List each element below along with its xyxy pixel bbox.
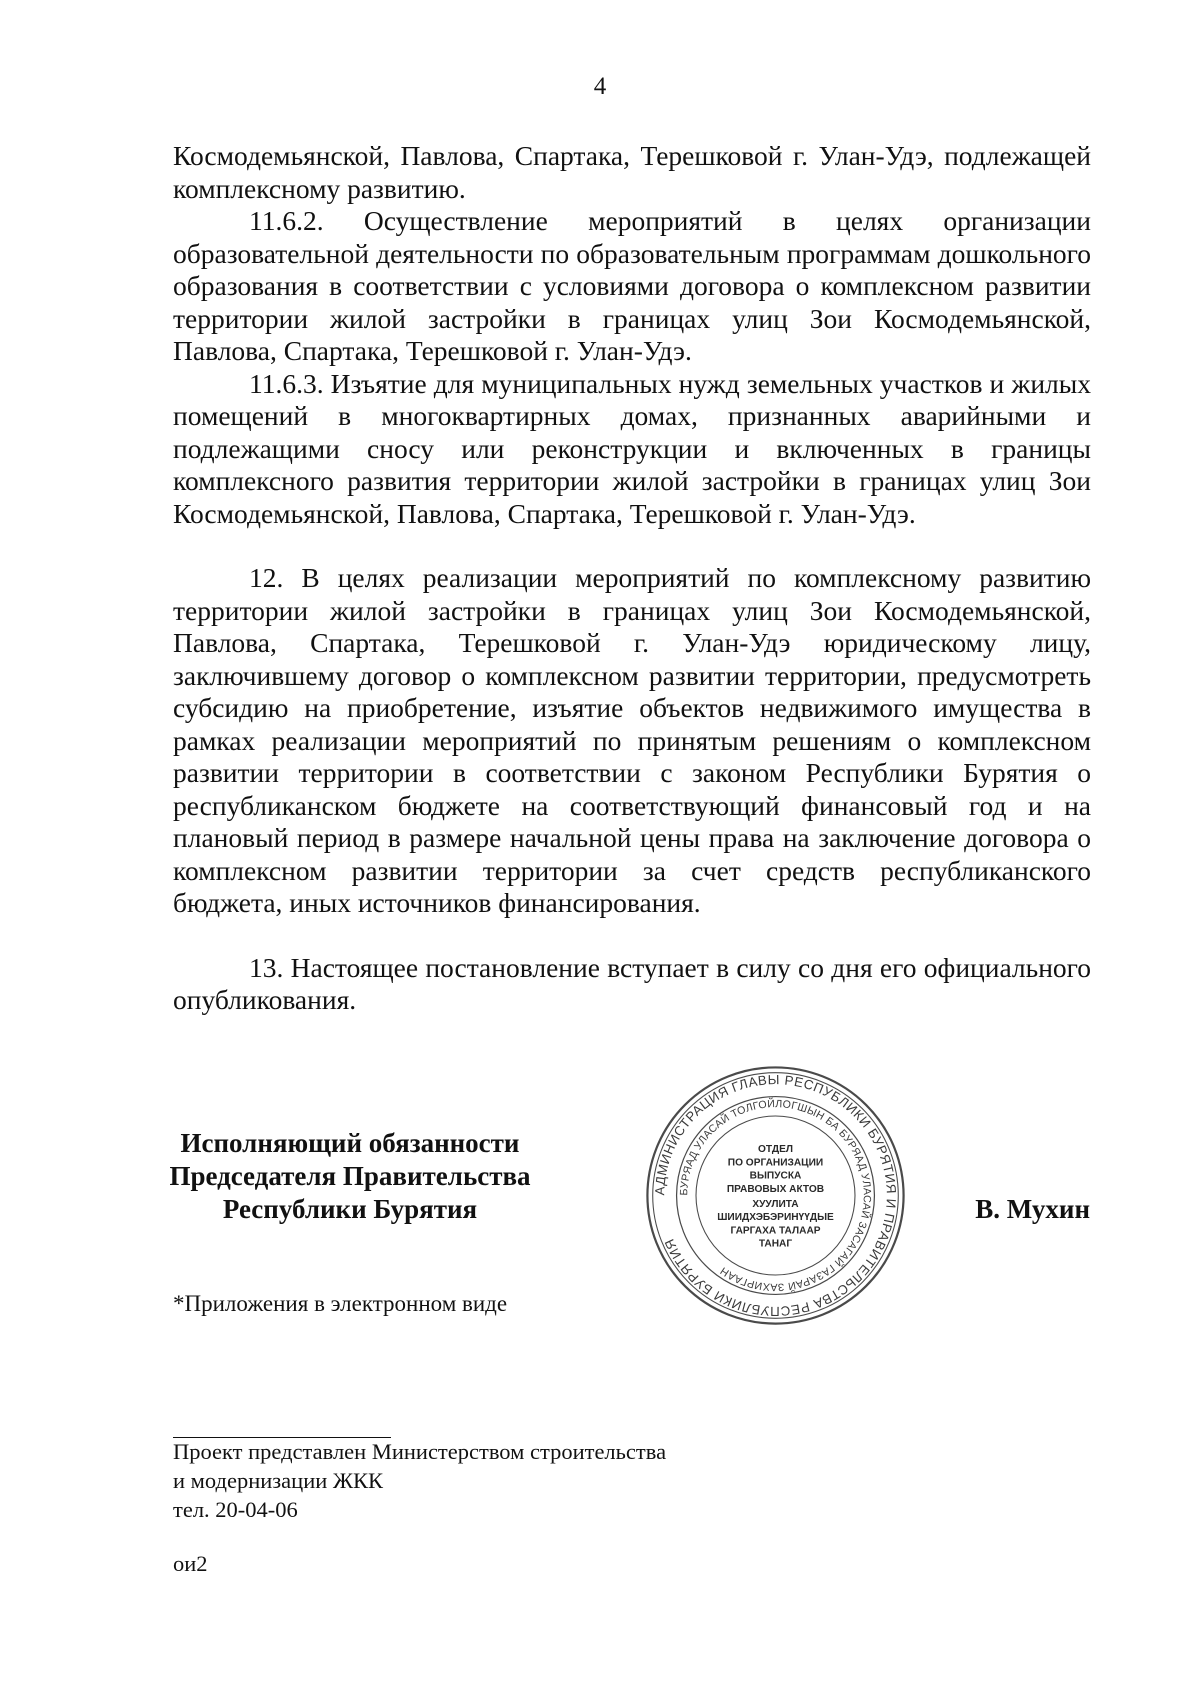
seal-inner-text: БУРЯАД УЛАСАЙ ТОЛГОЙЛОГШЫН БА БУРЯАД УЛАСАЙ ЗАСАГАЙ ГАЗАРАЙ ЗАХИРГААН <box>678 1098 873 1293</box>
document-index-code: ои2 <box>173 1551 208 1576</box>
seal-center-line: ПРАВОВЫХ АКТОВ <box>726 1183 825 1195</box>
signature-title-line: Председателя Правительства <box>169 1161 531 1191</box>
paragraph-11-6-2: 11.6.2. Осуществление мероприятий в целях организации образовательной деятельности по образовательным программам дошкольного образования в соответствии с условиями договора о комплексном развитии территории жилой застройки в границах улиц Зои Космодемьянской, Павлова, Спартака, Терешковой г. Улан-Удэ. <box>173 205 1091 366</box>
paragraph-11-6-3: 11.6.3. Изъятие для муниципальных нужд земельных участков и жилых помещений в многоквартирных домах, признанных аварийными и подлежащими сносу или реконструкции и включенных в границы комплексного развития территории жилой застройки в границах улиц Зои Космодемьянской, Павлова, Спартака, Терешковой г. Улан-Удэ. <box>173 367 1091 529</box>
page-number: 4 <box>593 73 607 100</box>
footnote-line: Проект представлен Министерством строительства <box>173 1439 667 1464</box>
document-body <box>173 140 1091 1017</box>
official-seal <box>643 1063 908 1328</box>
footnote-phone: тел. 20-04-06 <box>173 1497 298 1522</box>
seal-center-line: ПО ОРГАНИЗАЦИИ <box>727 1157 824 1169</box>
signature-title-line: Исполняющий обязанности <box>180 1128 520 1158</box>
svg-text:БУРЯАД УЛАСАЙ ТОЛГОЙЛОГШЫН БА <box>678 1097 873 1293</box>
signature-title-line: Республики Бурятия <box>222 1194 478 1224</box>
seal-center-line: ХУУЛИТА <box>752 1198 799 1210</box>
seal-center-line: ШИИДХЭБЭРИНҮҮДЫЕ <box>717 1212 834 1224</box>
footnote-block <box>173 1437 666 1524</box>
seal-center-line: ТАНАГ <box>758 1238 793 1250</box>
paragraph-12: 12. В целях реализации мероприятий по комплексному развитию территории жилой застройки в границах улиц Зои Космодемьянской, Павлова, Спартака, Терешковой г. Улан-Удэ юридическому лицу, заключившему договор о комплексном развитии территории, предусмотреть субсидию на приобретение, изъятие объектов недвижимого имущества в рамках реализации мероприятий по принятым решениям о комплексном развитии территории в соответствии с законом Республики Бурятия о республиканском бюджете на соответствующий финансовый год и на плановый период в размере начальной цены права на заключение договора о комплексном развитии территории за счет средств республиканского бюджета, иных источников финансирования. <box>173 562 1091 918</box>
seal-outer-text: АДМИНИСТРАЦИЯ ГЛАВЫ РЕСПУБЛИКИ БУРЯТИЯ И ПРАВИТЕЛЬСТВА РЕСПУБЛИКИ БУРЯТИЯ <box>652 1072 899 1319</box>
seal-center-line: ГАРГАХА ТАЛААР <box>730 1225 821 1237</box>
seal-center-line: ВЫПУСКА <box>749 1170 802 1182</box>
footnote-line: и модернизации ЖКК <box>173 1468 384 1493</box>
signature-title-block <box>150 1127 550 1226</box>
seal-center-line: ОТДЕЛ <box>758 1144 793 1156</box>
paragraph-continuation: Космодемьянской, Павлова, Спартака, Терешковой г. Улан-Удэ, подлежащей комплексному развитию. <box>173 140 1091 204</box>
paragraph-13: 13. Настоящее постановление вступает в силу со дня его официального опубликования. <box>173 951 1091 1015</box>
signer-name: В. Мухин <box>975 1194 1090 1224</box>
attachments-note: *Приложения в электронном виде <box>173 1291 508 1316</box>
